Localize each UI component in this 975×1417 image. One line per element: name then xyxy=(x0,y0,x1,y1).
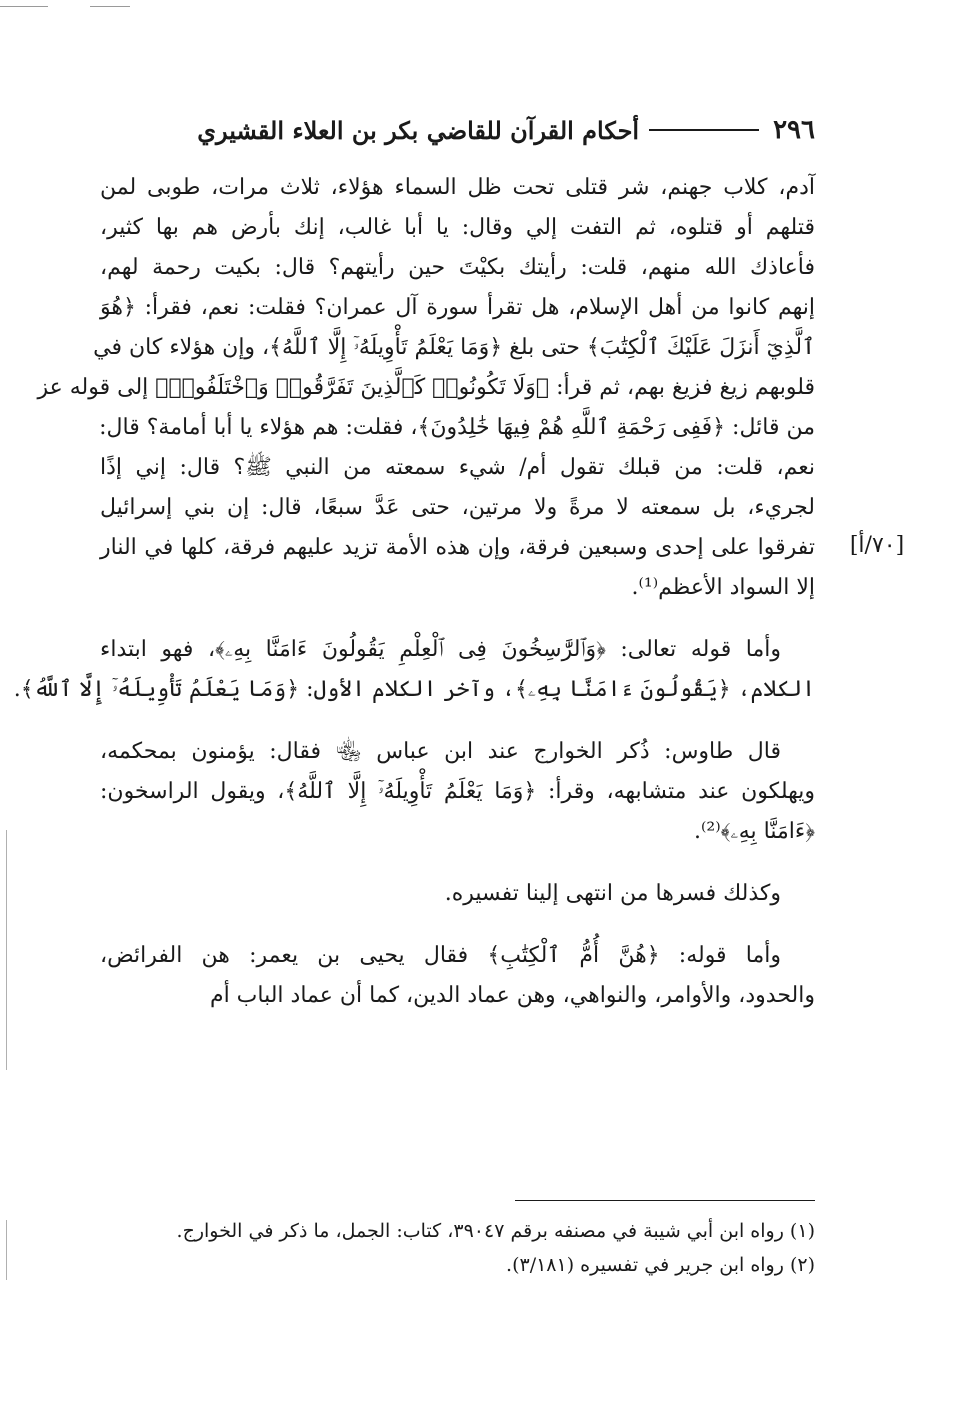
running-title: أحكام القرآن للقاضي بكر بن العلاء القشيري xyxy=(197,115,640,145)
text-line: لجريء، بل سمعته لا مرةً ولا مرتين، حتى عَدَّ سبعًا، قال: إن بني إسرائيل xyxy=(100,495,815,520)
text-line: آدم، كلاب جهنم، شر قتلى تحت ظل السماء هؤلاء، ثلاث مرات، طوبى لمن xyxy=(100,175,815,200)
page-header xyxy=(100,110,815,150)
text-line: وأما قوله: ﴿هُنَّ أُمُّ ٱلْكِتَٰبِ﴾ فقال يحيى بن يعمر: هن الفرائض، xyxy=(100,943,781,968)
text-line: ويهلكون عند متشابهه، وقرأ: ﴿وَمَا يَعْلَمُ تَأْوِيلَهُۥٓ إِلَّا ٱللَّهُ﴾، ويقول الراسخون: xyxy=(100,779,815,804)
footnote-separator xyxy=(515,1200,815,1201)
body-text xyxy=(13,168,815,1038)
text-line: إنهم كانوا من أهل الإسلام، هل تقرأ سورة آل عمران؟ فقلت: نعم، فقرأ: ﴿هُوَ xyxy=(100,295,815,320)
text-line: والحدود، والأوامر، والنواهي، وهن عماد الدين، كما أن عماد الباب أم xyxy=(209,983,815,1008)
text-line: من قائل: ﴿فَفِى رَحْمَةِ ٱللَّهِ هُمْ فِيهَا خَٰلِدُونَ﴾، فقلت: هم هؤلاء يا أبا أمامة؟ قال: xyxy=(99,415,815,440)
paragraph-2 xyxy=(13,630,815,710)
paragraph-3 xyxy=(100,732,815,852)
scan-edge-line xyxy=(6,1220,7,1280)
scan-edge-line xyxy=(0,6,48,7)
text-line: فأعاذك الله منهم، قلت: رأيتك بكيْتَ حين رأيتهم؟ قال: بكيت رحمة لهم، xyxy=(100,255,815,280)
text-line: وكذلك فسرها من انتهى إلينا تفسيره. xyxy=(444,881,781,906)
manuscript-folio-marker: [٧٠/أ] xyxy=(849,533,905,558)
paragraph-1 xyxy=(37,168,815,608)
header-rule xyxy=(649,129,759,131)
footnote-1: (١) رواه ابن أبي شيبة في مصنفه برقم ٣٩٠٤٧، كتاب: الجمل، ما ذكر في الخوارج. xyxy=(176,1220,815,1242)
text-line: نعم، قلت: من قبلك تقول أم/ شيء سمعته من النبي ﷺ؟ قال: إني إذًا xyxy=(100,455,815,480)
scan-edge-line xyxy=(90,6,130,7)
footnotes xyxy=(100,1214,815,1282)
text-line: قتلهم أو قتلوه، ثم التفت إلي وقال: يا أبا غالب، إنك بأرض هم بها كثير، xyxy=(100,215,815,240)
text-line: الكلام، ﴿يَقُولُونَ ءَامَنَّا بِهِۦ﴾، وآخر الكلام الأول: ﴿وَمَا يَعْلَمُ تَأْوِيلَهُۥٓ إِلَّا ٱللَّهُ﴾. xyxy=(13,677,815,702)
text-line: ﴿ءَامَنَّا بِهِۦ﴾⁽²⁾. xyxy=(694,819,815,844)
paragraph-5 xyxy=(100,936,815,1016)
text-line: قال طاوس: ذُكر الخوارج عند ابن عباس ﵄ فقال: يؤمنون بمحكمه، xyxy=(100,739,781,764)
page-number: ٢٩٦ xyxy=(773,115,815,145)
paragraph-4 xyxy=(100,874,815,914)
text-line: تفرقوا على إحدى وسبعين فرقة، وإن هذه الأمة تزيد عليهم فرقة، كلها في النار xyxy=(100,535,815,560)
footnote-2: (٢) رواه ابن جرير في تفسيره (٣/١٨١). xyxy=(506,1254,815,1276)
text-line: إلا السواد الأعظم⁽¹⁾. xyxy=(631,575,815,600)
text-line: وأما قوله تعالى: ﴿وَٱلرَّٰسِخُونَ فِى ٱلْعِلْمِ يَقُولُونَ ءَامَنَّا بِهِۦ﴾، فهو ابتداء xyxy=(100,637,781,662)
scan-edge-line xyxy=(6,830,7,1070)
text-line: قلوبهم زيغ فزيغ بهم، ثم قرأ: ﴿وَلَا تَكُونُوا۟ كَٱلَّذِينَ تَفَرَّقُوا۟ وَٱخْتَلَفُوا۟﴾ إلى قوله عز xyxy=(37,375,815,400)
text-line: ٱلَّذِيٓ أَنزَلَ عَلَيْكَ ٱلْكِتَٰبَ﴾ حتى بلغ ﴿وَمَا يَعْلَمُ تَأْوِيلَهُۥٓ إِلَّا ٱللَّهُ﴾، وإن هؤلاء كان في xyxy=(93,335,815,360)
